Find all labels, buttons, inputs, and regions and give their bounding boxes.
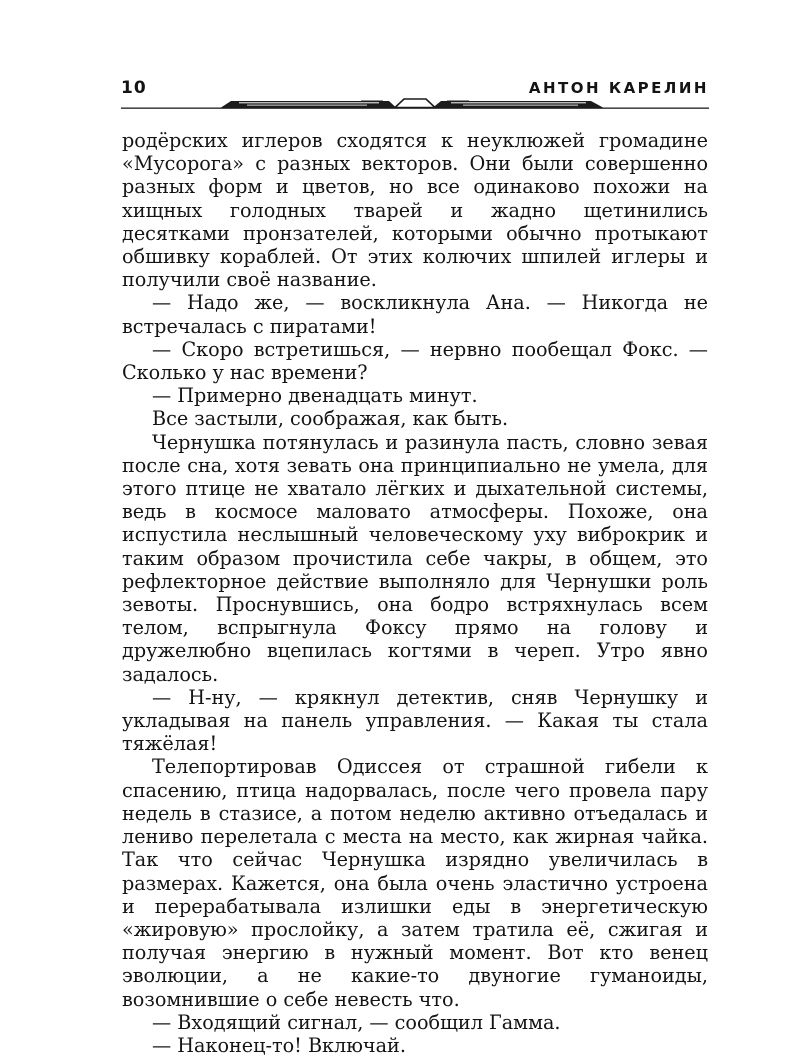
page-number: 10	[121, 78, 147, 98]
running-head-author: АНТОН КАРЕЛИН	[528, 79, 709, 97]
paragraph: Чернушка потянулась и разинула пасть, словно зевая после сна, хотя зевать она принципиально не умела, для этого птице не хватало лёгких и дыхательной системы, ведь в космосе маловато атмосферы. Похоже, она испустила неслышный человеческому уху виброкрик и таким образом прочистила себе чакры, в общем, это рефлекторное действие выполняло для Чернушки роль зевоты. Проснувшись, она бодро встряхнулась всем телом, вспрыгнула Фоксу прямо на голову и дружелюбно вцепилась когтями в череп. Утро явно задалось.	[122, 430, 708, 686]
paragraph: — Входящий сигнал, — сообщил Гамма.	[152, 1010, 561, 1034]
paragraph: — Наконец-то! Включай.	[152, 1033, 406, 1057]
paragraph: Телепортировав Одиссея от страшной гибели к спасению, птица надорвалась, после чего провела пару недель в стазисе, а потом неделю активно отъедалась и лениво перелетала с места на место, как жирная чайка. Так что сейчас Чернушка изрядно увеличилась в размерах. Кажется, она была очень эластично устроена и перерабатывала излишки еды в энергетическую «жировую» прослойку, а затем тратила её, сжигая и получая энергию в нужный момент. Вот кто венец эволюции, а не какие-то двуногие гуманоиды, возомнившие о себе невесть что.	[122, 755, 708, 1011]
body-text	[122, 129, 708, 1057]
header-ornament-rule	[121, 98, 709, 110]
paragraph: — Скоро встретишься, — нервно пообещал Фокс. — Сколько у нас времени?	[122, 337, 708, 385]
paragraph: Все застыли, соображая, как быть.	[152, 407, 509, 431]
paragraph: — Примерно двенадцать минут.	[152, 384, 478, 408]
paragraph: родёрских иглеров сходятся к неуклюжей громадине «Мусорога» с разных векторов. Они были совершенно разных форм и цветов, но все одинаково похожи на хищных голодных тварей и жадно щетинились десятками пронзателей, которыми обычно протыкают обшивку кораблей. От этих колючих шпилей иглеры и получили своё название.	[122, 129, 708, 292]
paragraph: — Н-ну, — крякнул детектив, сняв Чернушку и укладывая на панель управления. — Какая ты стала тяжёлая!	[122, 685, 708, 756]
paragraph: — Надо же, — воскликнула Ана. — Никогда не встречалась с пиратами!	[122, 291, 708, 338]
